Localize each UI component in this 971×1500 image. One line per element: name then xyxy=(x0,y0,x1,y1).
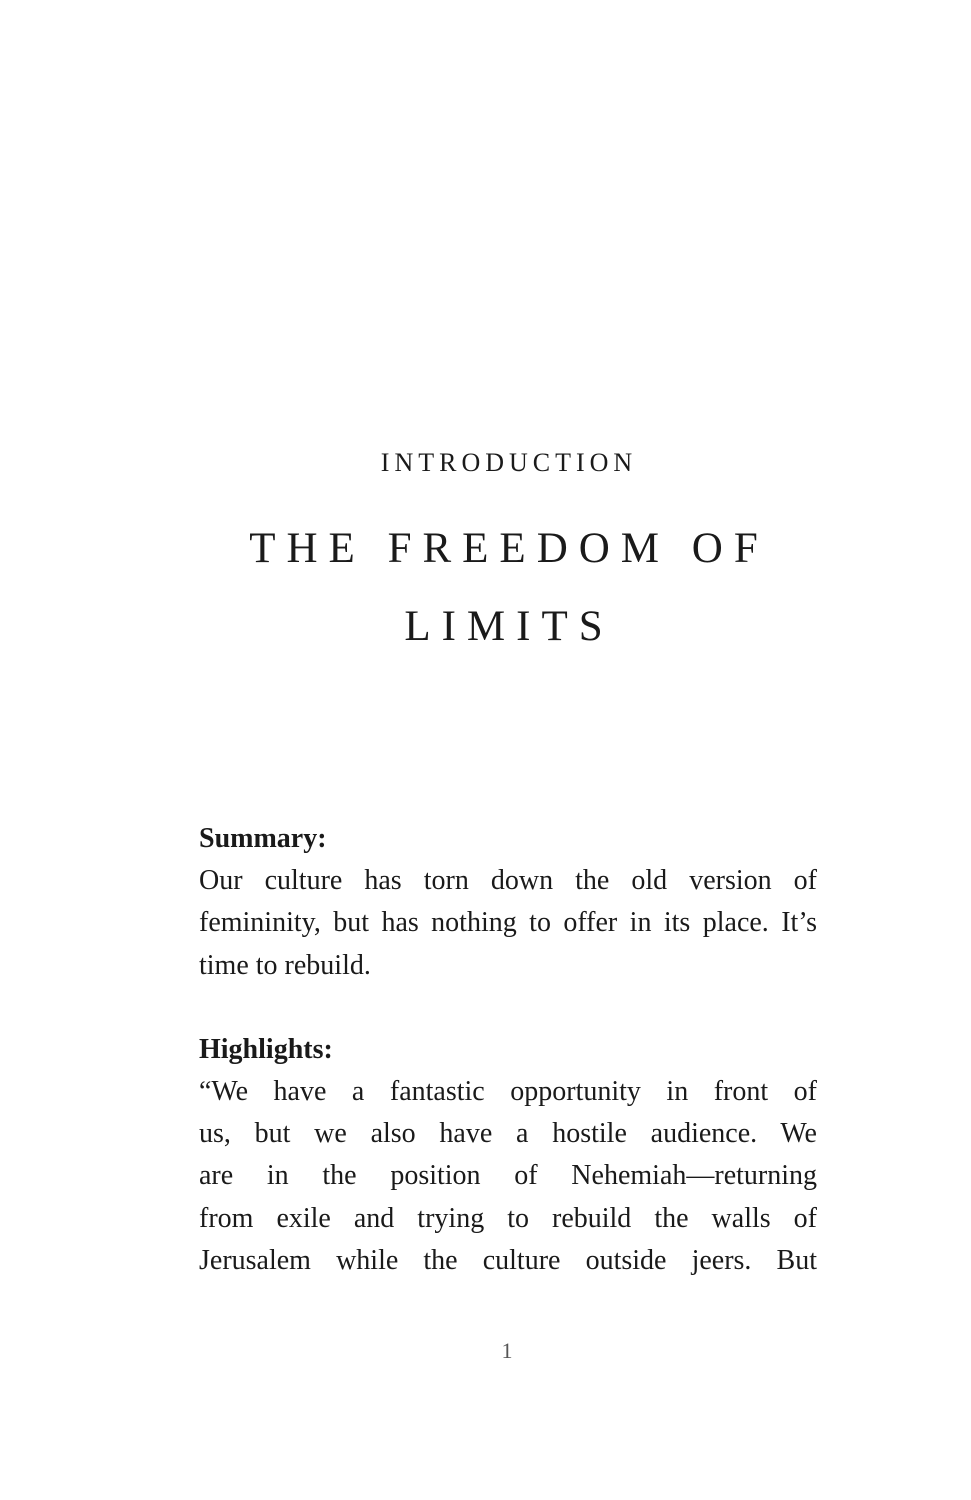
highlight-line: Jerusalem while the culture outside jeers. But xyxy=(199,1244,817,1276)
highlights-section xyxy=(199,1029,817,1282)
highlights-text xyxy=(199,1071,817,1282)
highlight-line: “We have a fantastic opportunity in front of xyxy=(199,1076,817,1108)
highlight-line: from exile and trying to rebuild the walls of xyxy=(199,1202,817,1234)
chapter-label: INTRODUCTION xyxy=(380,448,638,477)
highlight-line: us, but we also have a hostile audience. We xyxy=(199,1118,817,1150)
chapter-title xyxy=(0,510,971,666)
page-body xyxy=(199,818,817,1282)
summary-section xyxy=(199,818,817,987)
highlight-line: are in the position of Nehemiah—returning xyxy=(199,1160,817,1192)
page-number: 1 xyxy=(501,1338,513,1363)
highlights-heading: Highlights: xyxy=(199,1033,333,1065)
summary-text: Our culture has torn down the old version of femininity, but has nothing to offer in its place. It’s time to rebuild. xyxy=(199,865,817,981)
chapter-title-line-2: LIMITS xyxy=(404,603,614,650)
summary-heading: Summary: xyxy=(199,823,327,854)
chapter-title-line-1: THE FREEDOM OF xyxy=(249,525,769,572)
